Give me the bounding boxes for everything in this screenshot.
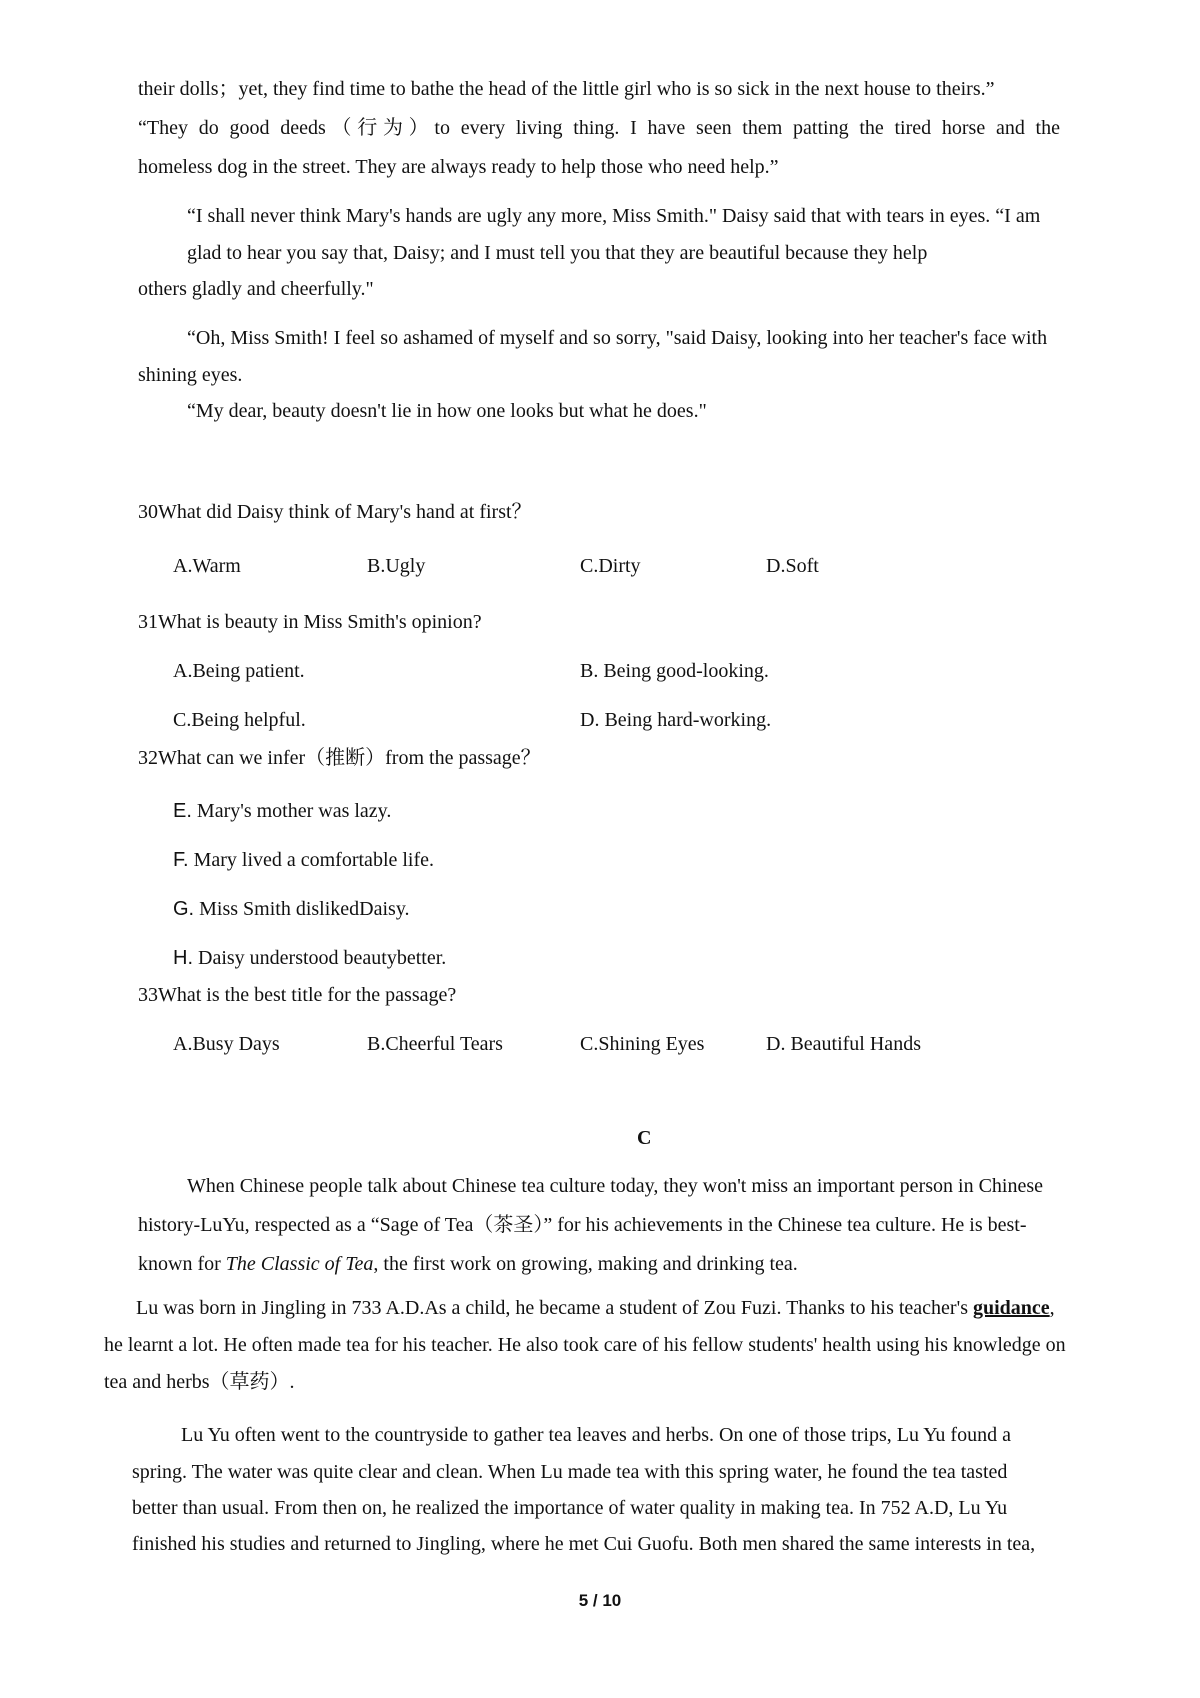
option-letter: E.: [173, 800, 192, 822]
question-30-option-d: D.Soft: [766, 555, 819, 577]
passage-c-p1-line-2: history-LuYu, respected as a “Sage of Tea（茶圣）” for his achievements in the Chinese tea culture. He is best-: [138, 1214, 1027, 1236]
passage-b-line-9: “My dear, beauty doesn't lie in how one looks but what he does.": [187, 400, 707, 422]
question-31-option-c: C.Being helpful.: [173, 709, 306, 731]
text-segment: Lu was born in Jingling in 733 A.D.As a child, he became a student of Zou Fuzi. Thanks to his teacher's: [136, 1297, 973, 1319]
passage-c-p1-line-1: When Chinese people talk about Chinese tea culture today, they won't miss an important person in Chinese: [187, 1175, 1043, 1197]
passage-b-line-8: shining eyes.: [138, 364, 243, 386]
option-text: Mary lived a comfortable life.: [193, 849, 435, 871]
question-32-option-f: [173, 850, 434, 870]
question-32-option-g: [173, 899, 410, 919]
text-segment: known for: [138, 1253, 226, 1275]
passage-b-line-6: others gladly and cheerfully.": [138, 278, 374, 300]
underlined-word-guidance: guidance: [972, 1297, 1050, 1319]
option-text: Daisy understood beautybetter.: [198, 947, 447, 969]
text-segment: , the first work on growing, making and drinking tea.: [373, 1253, 798, 1275]
passage-c-p2-line-1: [136, 1298, 1055, 1318]
question-30-stem: 30What did Daisy think of Mary's hand at first？: [138, 501, 532, 523]
option-text: Mary's mother was lazy.: [196, 800, 392, 822]
passage-c-p3-line-3: better than usual. From then on, he realized the importance of water quality in making tea. In 752 A.D, Lu Yu: [132, 1497, 1008, 1519]
passage-c-p3-line-2: spring. The water was quite clear and clean. When Lu made tea with this spring water, he found the tea tasted: [132, 1461, 1008, 1483]
question-33-option-b: B.Cheerful Tears: [367, 1033, 503, 1055]
question-30-option-c: C.Dirty: [580, 555, 641, 577]
question-32-option-e: [173, 801, 391, 821]
passage-c-p3-line-1: Lu Yu often went to the countryside to gather tea leaves and herbs. On one of those trips, Lu Yu found a: [181, 1424, 1011, 1446]
section-c-heading: C: [637, 1127, 652, 1149]
question-31-option-b: B. Being good-looking.: [580, 660, 769, 682]
option-text: Miss Smith dislikedDaisy.: [199, 898, 410, 920]
question-33-option-c: C.Shining Eyes: [580, 1033, 705, 1055]
passage-c-p3-line-4: finished his studies and returned to Jingling, where he met Cui Guofu. Both men shared the same interests in tea,: [132, 1533, 1036, 1555]
question-33-stem: 33What is the best title for the passage?: [138, 984, 457, 1006]
passage-c-p2-line-3: tea and herbs（草药）.: [104, 1371, 295, 1393]
question-32-option-h: [173, 948, 446, 968]
passage-b-line-2: “They do good deeds（行为）to every living thing. I have seen them patting the tired horse and the: [138, 117, 1060, 139]
passage-c-p2-line-2: he learnt a lot. He often made tea for his teacher. He also took care of his fellow students' health using his knowledge on: [104, 1334, 1066, 1356]
page-number: 5 / 10: [578, 1591, 622, 1610]
option-letter: G.: [173, 898, 195, 920]
book-title: The Classic of Tea: [225, 1253, 374, 1275]
question-33-option-d: D. Beautiful Hands: [766, 1033, 921, 1055]
passage-c-p1-line-3: [138, 1254, 798, 1274]
question-32-stem: 32What can we infer（推断）from the passage？: [138, 747, 541, 769]
passage-b-line-7: “Oh, Miss Smith! I feel so ashamed of myself and so sorry, "said Daisy, looking into her teacher's face with: [187, 327, 1048, 349]
question-30-option-a: A.Warm: [173, 555, 241, 577]
passage-b-line-3: homeless dog in the street. They are always ready to help those who need help.”: [138, 156, 779, 178]
passage-b-line-5: glad to hear you say that, Daisy; and I must tell you that they are beautiful because they help: [187, 242, 928, 264]
question-31-stem: 31What is beauty in Miss Smith's opinion?: [138, 611, 482, 633]
option-letter: H.: [173, 947, 193, 969]
question-30-option-b: B.Ugly: [367, 555, 426, 577]
text-segment: ,: [1049, 1297, 1055, 1319]
passage-b-line-4: “I shall never think Mary's hands are ugly any more, Miss Smith." Daisy said that with tears in eyes. “I am: [187, 205, 1041, 227]
option-letter: F.: [173, 849, 189, 871]
passage-b-line-1: their dolls；yet, they find time to bathe the head of the little girl who is so sick in the next house to theirs.”: [138, 78, 995, 100]
question-33-option-a: A.Busy Days: [173, 1033, 280, 1055]
question-31-option-d: D. Being hard-working.: [580, 709, 772, 731]
question-31-option-a: A.Being patient.: [173, 660, 305, 682]
